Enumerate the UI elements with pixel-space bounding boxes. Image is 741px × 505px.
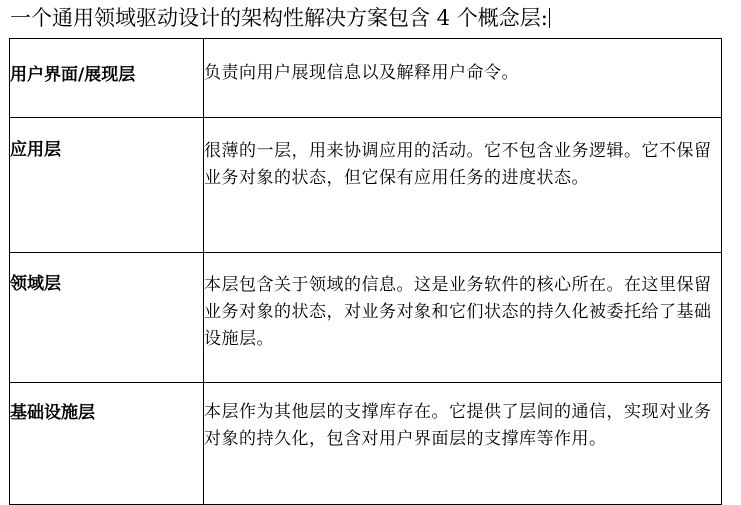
text-cursor (549, 8, 550, 28)
layer-description: 很薄的一层，用来协调应用的活动。它不包含业务逻辑。它不保留业务对象的状态，但它保有应用任务的进度状态。 (204, 141, 712, 188)
layer-description-cell (204, 253, 722, 383)
layer-name-cell (10, 383, 204, 505)
layer-name: 领域层 (10, 274, 61, 294)
intro-paragraph (10, 4, 550, 32)
layer-description-cell (204, 39, 722, 118)
intro-text: 一个通用领域驱动设计的架构性解决方案包含 4 个概念层: (10, 6, 548, 30)
table-row-application-layer (10, 118, 722, 253)
layer-name-cell (10, 118, 204, 253)
layer-name: 用户界面/展现层 (10, 65, 136, 85)
layers-table (9, 38, 722, 505)
layer-description: 负责向用户展现信息以及解释用户命令。 (204, 63, 519, 83)
layer-description-cell (204, 118, 722, 253)
layer-name-cell (10, 253, 204, 383)
layer-description: 本层包含关于领域的信息。这是业务软件的核心所在。在这里保留业务对象的状态，对业务对象和它们状态的持久化被委托给了基础设施层。 (204, 275, 712, 349)
table-row-ui-layer (10, 39, 722, 118)
table-row-infrastructure-layer (10, 383, 722, 505)
layer-description-cell (204, 383, 722, 505)
layer-name: 应用层 (10, 140, 61, 160)
table-row-domain-layer (10, 253, 722, 383)
layer-description: 本层作为其他层的支撑库存在。它提供了层间的通信，实现对业务对象的持久化，包含对用户界面层的支撑库等作用。 (204, 402, 712, 449)
layer-name-cell (10, 39, 204, 118)
layer-name: 基础设施层 (10, 403, 95, 423)
